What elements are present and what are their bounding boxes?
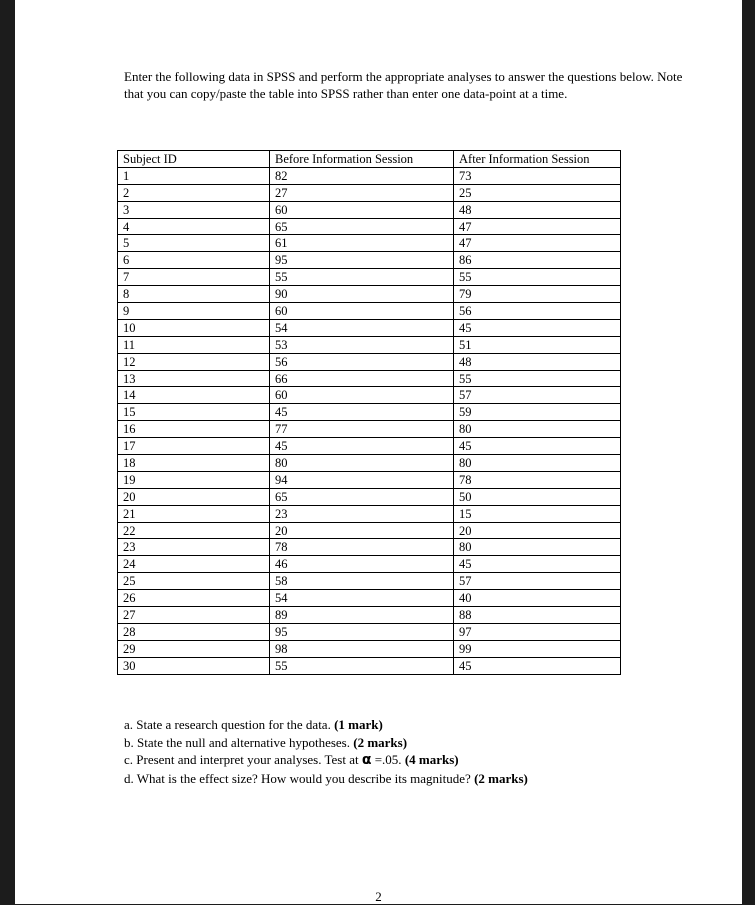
cell-before: 54	[270, 319, 454, 336]
cell-before: 60	[270, 387, 454, 404]
cell-before: 56	[270, 353, 454, 370]
cell-before: 77	[270, 421, 454, 438]
table-body	[118, 167, 621, 674]
table-row	[118, 640, 621, 657]
cell-before: 80	[270, 455, 454, 472]
table-row	[118, 573, 621, 590]
cell-before: 60	[270, 201, 454, 218]
cell-after: 86	[454, 252, 621, 269]
cell-before: 46	[270, 556, 454, 573]
question-b	[124, 734, 724, 752]
table-row	[118, 607, 621, 624]
cell-after: 45	[454, 319, 621, 336]
question-d	[124, 770, 724, 788]
question-b-text: b. State the null and alternative hypotheses.	[124, 734, 354, 750]
alpha-symbol: α	[361, 752, 372, 768]
cell-subject-id: 29	[118, 640, 270, 657]
cell-before: 95	[270, 623, 454, 640]
cell-after: 80	[454, 421, 621, 438]
cell-subject-id: 16	[118, 421, 270, 438]
cell-before: 55	[270, 657, 454, 674]
question-d-text: d. What is the effect size? How would you describe its magnitude?	[124, 770, 475, 786]
cell-before: 53	[270, 336, 454, 353]
cell-subject-id: 21	[118, 505, 270, 522]
table-row	[118, 353, 621, 370]
table-row	[118, 488, 621, 505]
cell-after: 40	[454, 590, 621, 607]
table-row	[118, 218, 621, 235]
cell-before: 58	[270, 573, 454, 590]
cell-subject-id: 26	[118, 590, 270, 607]
table-row	[118, 438, 621, 455]
cell-after: 47	[454, 218, 621, 235]
cell-subject-id: 11	[118, 336, 270, 353]
table-row	[118, 455, 621, 472]
cell-subject-id: 27	[118, 607, 270, 624]
cell-after: 57	[454, 387, 621, 404]
cell-subject-id: 19	[118, 471, 270, 488]
cell-after: 97	[454, 623, 621, 640]
cell-subject-id: 22	[118, 522, 270, 539]
cell-after: 57	[454, 573, 621, 590]
table-row	[118, 387, 621, 404]
cell-before: 23	[270, 505, 454, 522]
table-row	[118, 184, 621, 201]
cell-before: 78	[270, 539, 454, 556]
cell-before: 27	[270, 184, 454, 201]
cell-before: 82	[270, 167, 454, 184]
question-a-text: a. State a research question for the data.	[124, 717, 335, 732]
cell-subject-id: 7	[118, 269, 270, 286]
cell-after: 48	[454, 201, 621, 218]
table-row	[118, 319, 621, 336]
cell-after: 15	[454, 505, 621, 522]
cell-subject-id: 9	[118, 303, 270, 320]
table-row	[118, 235, 621, 252]
cell-after: 59	[454, 404, 621, 421]
cell-subject-id: 28	[118, 623, 270, 640]
cell-after: 47	[454, 235, 621, 252]
cell-after: 80	[454, 539, 621, 556]
header-after-session: After Information Session	[454, 151, 621, 168]
table-row	[118, 421, 621, 438]
cell-before: 60	[270, 303, 454, 320]
cell-before: 66	[270, 370, 454, 387]
header-subject-id: Subject ID	[118, 151, 270, 168]
cell-subject-id: 15	[118, 404, 270, 421]
table-row	[118, 471, 621, 488]
cell-subject-id: 24	[118, 556, 270, 573]
question-c-text-after: =.05.	[371, 752, 405, 767]
cell-before: 61	[270, 235, 454, 252]
cell-subject-id: 10	[118, 319, 270, 336]
cell-after: 88	[454, 607, 621, 624]
cell-after: 45	[454, 657, 621, 674]
table-row	[118, 269, 621, 286]
cell-before: 89	[270, 607, 454, 624]
cell-before: 65	[270, 218, 454, 235]
page-number: 2	[375, 889, 382, 904]
intro-paragraph: Enter the following data in SPSS and perform the appropriate analyses to answer the questions below. Note that you can copy/paste the table into SPSS rather than enter one data-point at a time.	[124, 69, 683, 101]
cell-after: 45	[454, 438, 621, 455]
cell-subject-id: 2	[118, 184, 270, 201]
cell-after: 56	[454, 303, 621, 320]
question-c	[124, 751, 724, 770]
table-row	[118, 505, 621, 522]
data-table	[117, 150, 621, 675]
cell-subject-id: 5	[118, 235, 270, 252]
cell-after: 50	[454, 488, 621, 505]
cell-before: 95	[270, 252, 454, 269]
table-row	[118, 556, 621, 573]
table-row	[118, 286, 621, 303]
cell-subject-id: 13	[118, 370, 270, 387]
cell-subject-id: 8	[118, 286, 270, 303]
cell-after: 80	[454, 455, 621, 472]
cell-subject-id: 3	[118, 201, 270, 218]
table-row	[118, 522, 621, 539]
cell-subject-id: 14	[118, 387, 270, 404]
cell-subject-id: 25	[118, 573, 270, 590]
table-header-row	[118, 151, 621, 168]
table-row	[118, 539, 621, 556]
cell-after: 25	[454, 184, 621, 201]
document-page	[15, 0, 742, 904]
cell-subject-id: 1	[118, 167, 270, 184]
cell-subject-id: 18	[118, 455, 270, 472]
cell-after: 55	[454, 269, 621, 286]
cell-before: 94	[270, 471, 454, 488]
question-a	[124, 716, 724, 734]
table-row	[118, 657, 621, 674]
cell-after: 48	[454, 353, 621, 370]
cell-before: 45	[270, 438, 454, 455]
cell-after: 79	[454, 286, 621, 303]
cell-before: 54	[270, 590, 454, 607]
question-b-marks: (2 marks)	[353, 734, 408, 750]
questions-list	[124, 716, 724, 787]
cell-subject-id: 12	[118, 353, 270, 370]
table-row	[118, 370, 621, 387]
cell-before: 55	[270, 269, 454, 286]
question-d-marks: (2 marks)	[474, 770, 528, 786]
cell-subject-id: 30	[118, 657, 270, 674]
table-row	[118, 252, 621, 269]
table-row	[118, 590, 621, 607]
cell-subject-id: 20	[118, 488, 270, 505]
cell-before: 65	[270, 488, 454, 505]
table-row	[118, 201, 621, 218]
cell-after: 99	[454, 640, 621, 657]
cell-after: 20	[454, 522, 621, 539]
cell-subject-id: 6	[118, 252, 270, 269]
cell-before: 98	[270, 640, 454, 657]
cell-after: 55	[454, 370, 621, 387]
cell-before: 45	[270, 404, 454, 421]
cell-after: 73	[454, 167, 621, 184]
cell-before: 20	[270, 522, 454, 539]
question-a-marks: (1 mark)	[334, 717, 383, 732]
cell-subject-id: 17	[118, 438, 270, 455]
cell-subject-id: 23	[118, 539, 270, 556]
cell-after: 51	[454, 336, 621, 353]
cell-after: 78	[454, 471, 621, 488]
cell-after: 45	[454, 556, 621, 573]
table-row	[118, 303, 621, 320]
cell-before: 90	[270, 286, 454, 303]
table-row	[118, 404, 621, 421]
header-before-session: Before Information Session	[270, 151, 454, 168]
table-row	[118, 167, 621, 184]
question-c-marks: (4 marks)	[404, 752, 459, 767]
question-c-text: c. Present and interpret your analyses. Test at	[124, 752, 362, 767]
cell-subject-id: 4	[118, 218, 270, 235]
table-row	[118, 336, 621, 353]
table-row	[118, 623, 621, 640]
